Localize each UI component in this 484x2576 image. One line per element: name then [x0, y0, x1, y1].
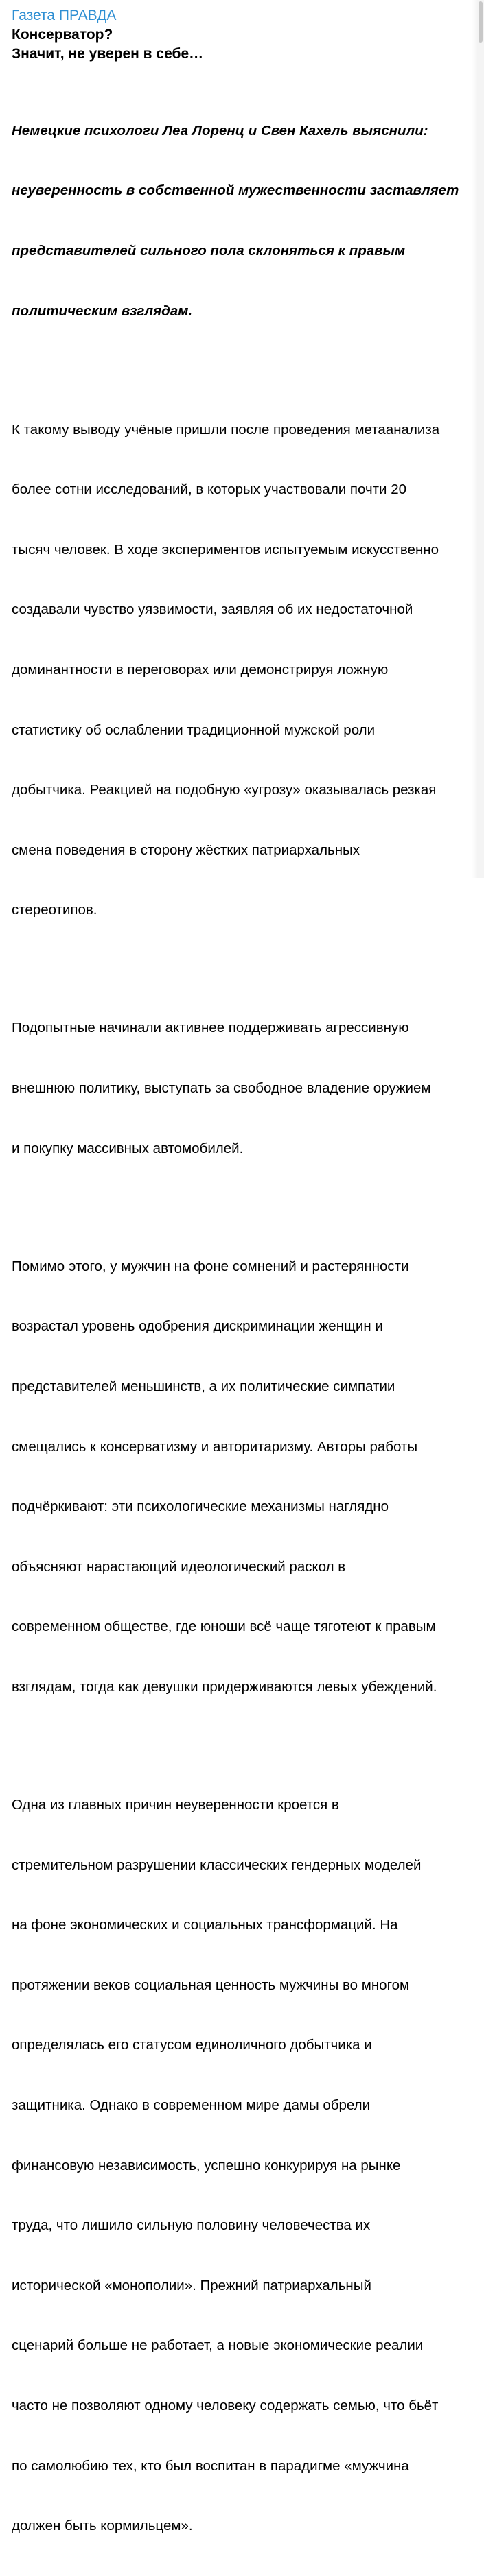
body-paragraph-2 [12, 978, 484, 1198]
body-paragraph-1 [12, 379, 484, 960]
body-line: часто не позволяют одному человеку содержать семью, что бьёт [12, 2398, 439, 2414]
body-line: смена поведения в сторону жёстких патриархальных [12, 842, 360, 858]
body-line: добытчика. Реакцией на подобную «угрозу» оказывалась резкая [12, 782, 437, 798]
scrollbar-thumb[interactable] [479, 1, 483, 43]
body-line: Одна из главных причин неуверенности кроется в [12, 1796, 339, 1813]
body-line: взглядам, тогда как девушки придерживаются левых убеждений. [12, 1678, 437, 1695]
body-line: финансовую независимость, успешно конкурируя на рынке [12, 2157, 401, 2173]
body-line: по самолюбию тех, кто был воспитан в парадигме «мужчина [12, 2457, 409, 2474]
body-line: сценарий больше не работает, а новые экономические реалии [12, 2337, 424, 2354]
headline-line-2: Значит, не уверен в себе… [12, 46, 204, 62]
body-line: К такому выводу учёные пришли после проведения метаанализа [12, 421, 440, 438]
body-line: современном обществе, где юноши всё чаще тяготеют к правым [12, 1619, 436, 1635]
channel-name-link[interactable]: Газета ПРАВДА [12, 8, 117, 23]
body-line: определялась его статусом единоличного добытчика и [12, 2037, 372, 2053]
body-line: внешнюю политику, выступать за свободное владение оружием [12, 1080, 431, 1097]
body-line: и покупку массивных автомобилей. [12, 1140, 244, 1156]
body-line: подчёркивают: эти психологические механизмы наглядно [12, 1499, 389, 1515]
body-line: тысяч человек. В ходе экспериментов испытуемым искусственно [12, 541, 439, 558]
lead-line: представителей сильного пола склоняться к правым [12, 243, 406, 259]
body-line: смещались к консерватизму и авторитаризму. Авторы работы [12, 1438, 418, 1455]
body-line: объясняют нарастающий идеологический раскол в [12, 1558, 346, 1575]
body-line: создавали чувство уязвимости, заявляя об их недостаточной [12, 601, 413, 618]
body-line: исторической «монополии». Прежний патриархальный [12, 2277, 371, 2293]
scrollbar-track[interactable] [477, 0, 484, 878]
headline-line-1: Консерватор? [12, 27, 113, 43]
body-line: статистику об ослаблении традиционной мужской роли [12, 721, 376, 738]
body-line: стремительном разрушении классических гендерных моделей [12, 1857, 422, 1873]
body-line: протяжении веков социальная ценность мужчины во многом [12, 1977, 410, 1993]
lead-line: политическим взглядам. [12, 303, 193, 320]
body-line: доминантности в переговорах или демонстрируя ложную [12, 662, 389, 678]
body-line: защитника. Однако в современном мире дамы обрели [12, 2097, 371, 2114]
body-line: более сотни исследований, в которых участвовали почти 20 [12, 481, 406, 498]
body-line: труда, что лишило сильную половину человечества их [12, 2217, 371, 2234]
body-line: Помимо этого, у мужчин на фоне сомнений и растерянности [12, 1258, 409, 1274]
body-line: на фоне экономических и социальных трансформаций. На [12, 1917, 398, 1933]
body-line: Подопытные начинали активнее поддерживать агрессивную [12, 1020, 409, 1036]
body-paragraph-3 [12, 1216, 484, 1737]
bubble-edge-shadow [472, 0, 477, 878]
body-line: возрастал уровень одобрения дискриминации женщин и [12, 1318, 383, 1335]
lead-paragraph [12, 80, 484, 361]
body-line: стереотипов. [12, 902, 97, 918]
lead-line: неуверенность в собственной мужественности заставляет [12, 182, 459, 199]
body-paragraph-4 [12, 1755, 484, 2576]
body-line: представителей меньшинств, а их политические симпатии [12, 1378, 395, 1394]
body-line: должен быть кормильцем». [12, 2518, 193, 2534]
lead-line: Немецкие психологи Леа Лоренц и Свен Кахель выяснили: [12, 122, 428, 139]
